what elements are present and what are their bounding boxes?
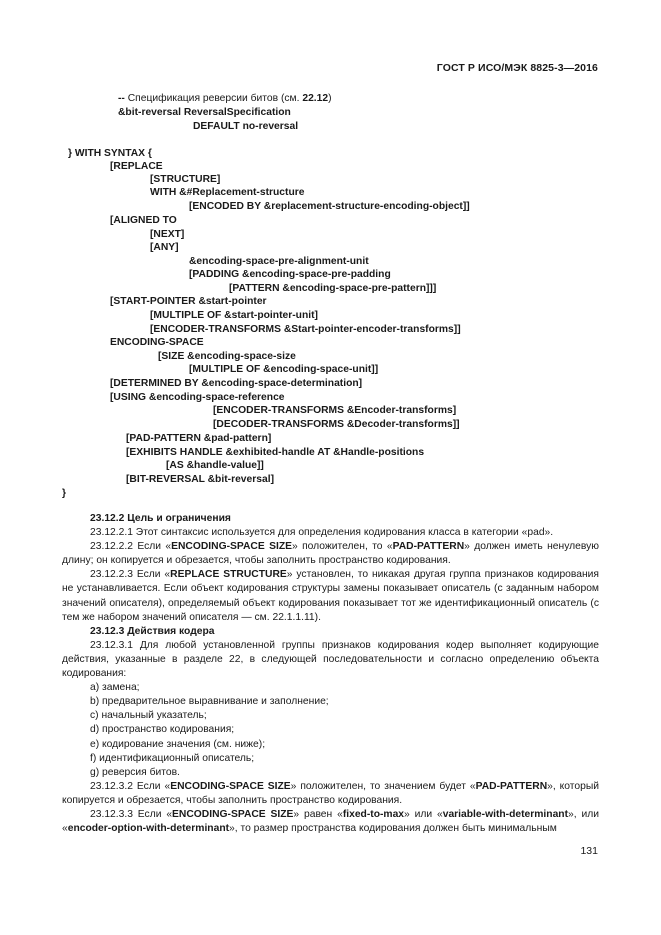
code-line: [REPLACE xyxy=(110,161,163,172)
list-item: d) пространство кодирования; xyxy=(90,724,235,736)
list-item: a) замена; xyxy=(90,682,140,694)
code-line: [ENCODER-TRANSFORMS &Encoder-transforms] xyxy=(213,405,457,416)
body-text xyxy=(62,512,599,836)
code-line: [NEXT] xyxy=(150,229,185,240)
list-item: g) реверсия битов. xyxy=(90,766,180,778)
code-line: [AS &handle-value]] xyxy=(166,460,264,471)
list-item: e) кодирование значения (см. ниже); xyxy=(90,738,266,750)
paragraph-23-12-3-3: 23.12.3.3 Если «ENCODING-SPACE SIZE» равен «fixed-to-max» или «variable-with-determinant», или «encoder-option-with-determinant», то размер пространства кодирования должен быть минимальным xyxy=(62,808,599,835)
paragraph-23-12-3-2: 23.12.3.2 Если «ENCODING-SPACE SIZE» положителен, то значением будет «PAD-PATTERN», который копируется и обрезается, чтобы заполнить пространство кодирования. xyxy=(62,780,599,806)
paragraph-23-12-2-3: 23.12.2.3 Если «REPLACE STRUCTURE» установлен, то никакая другая группа признаков кодирования не устанавливается. Если объект кодирования структуры замены показывает описатель (с заданным набором значений описателя), определяемый объект кодирования показывает тот же идентификационный описатель (с тем же набором значений описателя — см. 22.1.1.11). xyxy=(62,569,599,623)
code-line: [PATTERN &encoding-space-pre-pattern]]] xyxy=(229,283,437,294)
code-line: WITH &#Replacement-structure xyxy=(150,187,305,198)
code-line: &encoding-space-pre-alignment-unit xyxy=(189,256,369,267)
list-item: c) начальный указатель; xyxy=(90,710,207,722)
code-line: [MULTIPLE OF &encoding-space-unit]] xyxy=(189,364,379,375)
code-line: [DECODER-TRANSFORMS &Decoder-transforms]] xyxy=(213,419,460,430)
code-line: [EXHIBITS HANDLE &exhibited-handle AT &Handle-positions xyxy=(126,447,425,458)
document-header: ГОСТ Р ИСО/МЭК 8825-3—2016 xyxy=(436,62,598,74)
code-line: [MULTIPLE OF &start-pointer-unit] xyxy=(150,310,318,321)
list-item: f) идентификационный описатель; xyxy=(90,752,255,764)
code-line: } xyxy=(62,488,67,499)
code-line: [ALIGNED TO xyxy=(110,215,177,226)
code-line: [DETERMINED BY &encoding-space-determination] xyxy=(110,378,363,389)
code-line: [STRUCTURE] xyxy=(150,174,221,185)
code-line: [ENCODER-TRANSFORMS &Start-pointer-encoder-transforms]] xyxy=(150,324,461,335)
section-heading-23-12-3: 23.12.3 Действия кодера xyxy=(90,625,215,637)
code-line: [ANY] xyxy=(150,242,179,253)
code-line: [PADDING &encoding-space-pre-padding xyxy=(189,269,391,280)
code-line: [BIT-REVERSAL &bit-reversal] xyxy=(126,474,275,485)
list-item: b) предварительное выравнивание и заполнение; xyxy=(90,696,329,708)
code-line: [ENCODED BY &replacement-structure-encoding-object]] xyxy=(189,201,470,212)
paragraph-23-12-2-1: 23.12.2.1 Этот синтаксис используется для определения кодирования класса в категории «pad». xyxy=(90,527,554,539)
code-line: &bit-reversal ReversalSpecification xyxy=(118,107,291,118)
code-line: -- Спецификация реверсии битов (см. 22.12) xyxy=(118,93,332,104)
code-line: DEFAULT no-reversal xyxy=(193,121,299,132)
page-number: 131 xyxy=(580,845,598,857)
code-line: [SIZE &encoding-space-size xyxy=(158,351,296,362)
paragraph-23-12-3-1: 23.12.3.1 Для любой установленной группы признаков кодирования кодер выполняет кодирующие действия, указанные в разделе 22, в следующей последовательности и согласно определению объекта кодирования: xyxy=(62,639,599,680)
paragraph-23-12-2-2: 23.12.2.2 Если «ENCODING-SPACE SIZE» положителен, то «PAD-PATTERN» должен иметь ненулевую длину; он копируется и обрезается, чтобы заполнить пространство кодирования. xyxy=(62,541,599,567)
code-line: ENCODING-SPACE xyxy=(110,337,204,348)
code-line: } WITH SYNTAX { xyxy=(68,148,152,159)
code-line: [USING &encoding-space-reference xyxy=(110,392,285,403)
section-heading-23-12-2: 23.12.2 Цель и ограничения xyxy=(90,513,231,524)
code-line: [START-POINTER &start-pointer xyxy=(110,296,267,307)
code-line: [PAD-PATTERN &pad-pattern] xyxy=(126,433,272,444)
